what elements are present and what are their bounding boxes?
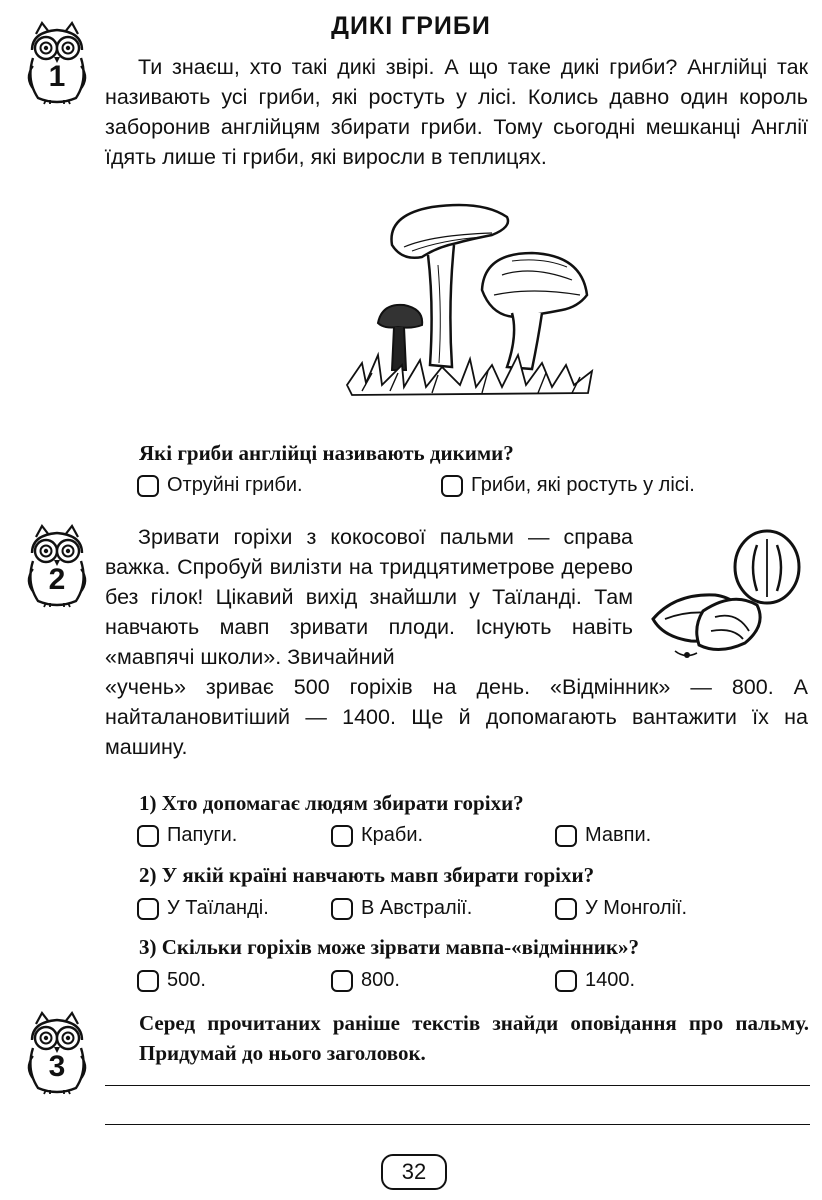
task-2-q2-option-2[interactable] (331, 897, 472, 920)
option-label: Отруйні гриби. (167, 474, 303, 496)
owl-icon (22, 1010, 92, 1092)
task-2-paragraph-bottom: «учень» зриває 500 горіхів на день. «Відмінник» — 800. А найталановитіший — 1400. Ще й допомагають вантажити їх на машину. (105, 675, 808, 759)
task-2-q3-option-2[interactable] (331, 969, 400, 992)
owl-icon (22, 523, 92, 605)
answer-line[interactable] (105, 1085, 810, 1086)
option-label: Мавпи. (585, 824, 652, 846)
task-2-paragraph-top: Зривати горіхи з кокосової пальми — справа важка. Спробуй вилізти на тридцятиметрове дерево без гілок! Цікавий вихід знайшли у Таїланді. Там навчають мавп зривати плоди. Існують навіть «мавпячі школи». Звичайний (105, 525, 633, 669)
task-2-q2-option-1[interactable] (137, 897, 269, 920)
checkbox[interactable] (331, 825, 353, 847)
option-label: У Монголії. (585, 897, 688, 919)
task-number: 1 (48, 60, 66, 93)
page-title: ДИКІ ГРИБИ (331, 12, 491, 40)
option-label: 500. (167, 969, 206, 991)
checkbox[interactable] (555, 970, 577, 992)
checkbox[interactable] (137, 898, 159, 920)
checkbox[interactable] (555, 898, 577, 920)
task-2-q1-option-2[interactable] (331, 824, 423, 847)
task-2-text-top (105, 522, 633, 672)
task-1-option-2[interactable] (441, 474, 695, 497)
owl-icon (22, 20, 92, 102)
option-label: В Австралії. (361, 897, 473, 919)
answer-line[interactable] (105, 1124, 810, 1125)
task-1-question: Які гриби англійці називають дикими? (139, 441, 514, 465)
page-number: 32 (381, 1154, 447, 1190)
option-label: Краби. (361, 824, 424, 846)
nuts-illustration (645, 527, 810, 662)
task-1-text (105, 52, 808, 172)
checkbox[interactable] (137, 475, 159, 497)
task-number: 3 (48, 1050, 66, 1083)
option-label: Папуги. (167, 824, 238, 846)
option-label: У Таїланді. (167, 897, 269, 919)
task-1-paragraph: Ти знаєш, хто такі дикі звірі. А що таке дикі гриби? Англійці так називають усі гриби, які ростуть у лісі. Колись давно один король заборонив англійцям збирати гриби. Тому сьогодні мешканці Англії їдять лише ті гриби, які виросли в теплицях. (105, 55, 808, 169)
mushroom-illustration (342, 195, 598, 405)
checkbox[interactable] (137, 825, 159, 847)
task-2-q3-option-1[interactable] (137, 969, 206, 992)
checkbox[interactable] (331, 970, 353, 992)
task-3-instruction: Серед прочитаних раніше текстів знайди оповідання про пальму. Придумай до нього заголовок. (139, 1011, 809, 1065)
checkbox[interactable] (441, 475, 463, 497)
option-label: 1400. (585, 969, 636, 991)
option-label: 800. (361, 969, 400, 991)
checkbox[interactable] (331, 898, 353, 920)
task-number: 2 (48, 563, 66, 596)
task-2-q1-option-3[interactable] (555, 824, 651, 847)
task-2-q3-option-3[interactable] (555, 969, 635, 992)
checkbox[interactable] (555, 825, 577, 847)
task-2-question-3: 3) Скільки горіхів може зірвати мавпа-«відмінник»? (139, 935, 640, 959)
task-1-option-1[interactable] (137, 474, 303, 497)
task-2-question-2: 2) У якій країні навчають мавп збирати горіхи? (139, 863, 595, 887)
option-label: Гриби, які ростуть у лісі. (471, 474, 695, 496)
task-2-question-1: 1) Хто допомагає людям збирати горіхи? (139, 791, 524, 815)
task-2-q2-option-3[interactable] (555, 897, 687, 920)
task-2-q1-option-1[interactable] (137, 824, 237, 847)
checkbox[interactable] (137, 970, 159, 992)
task-2-text-bottom (105, 672, 808, 762)
